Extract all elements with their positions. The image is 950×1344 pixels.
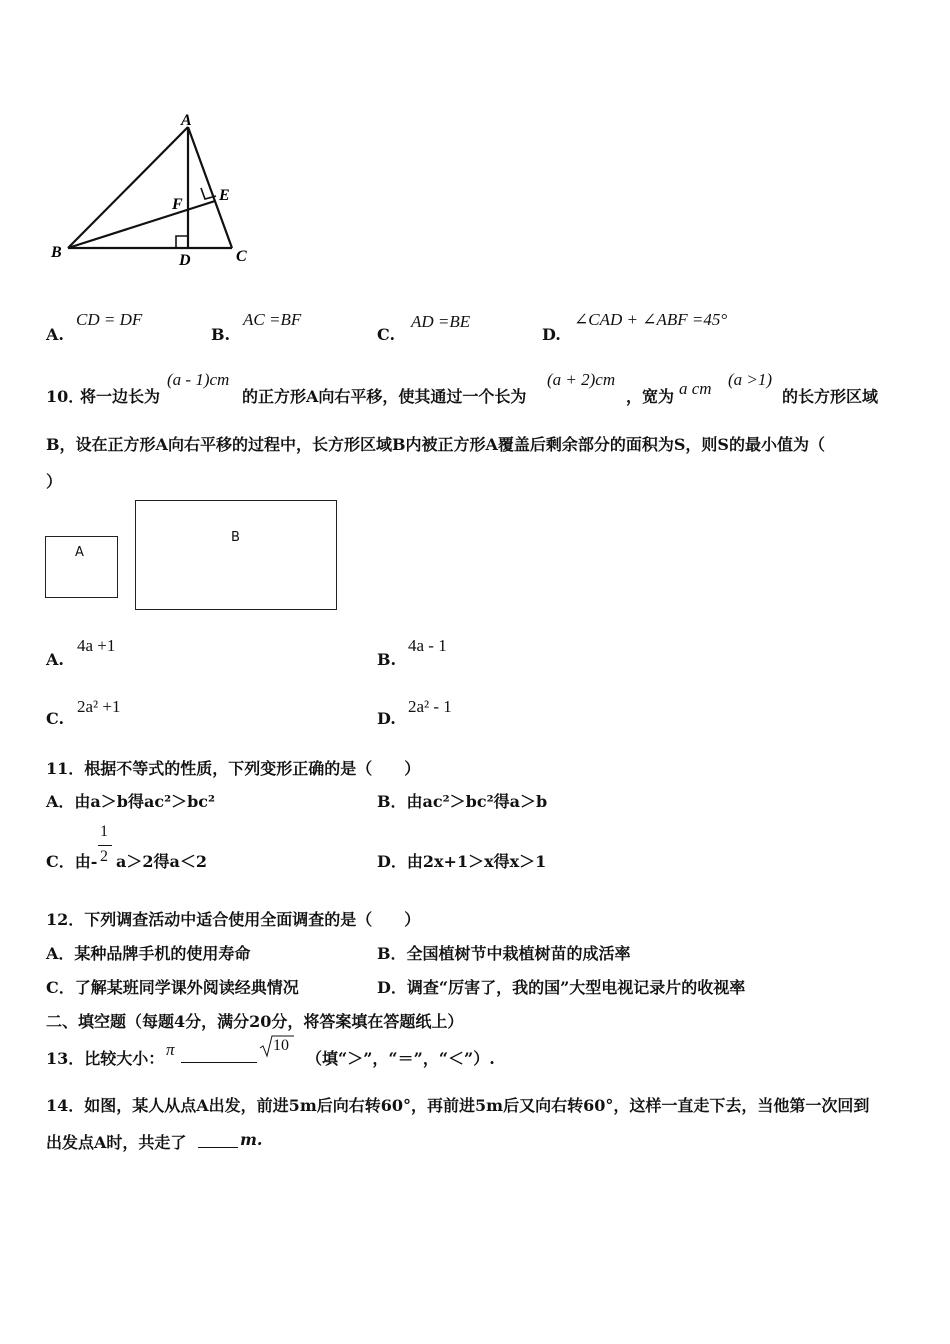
q10-math-side: (a - 1)cm <box>167 370 230 389</box>
right-angle-e <box>201 188 216 199</box>
q10-number: 10． <box>46 387 85 406</box>
q13-suffix: （填“＞”，“＝”，“＜”）. <box>306 1049 495 1068</box>
q10-option-d-expr: 2a² - 1 <box>408 697 452 716</box>
label-a: A <box>181 112 192 129</box>
section-title-fill-in: 二、填空题（每题4分，满分20分，将答案填在答题纸上） <box>46 1012 464 1031</box>
square-a-label: A <box>75 545 84 560</box>
q10-text-2: 的正方形A向右平移，使其通过一个长为 <box>242 387 527 406</box>
q9-option-d-key: D. <box>542 325 561 344</box>
q13-sqrt-radicand: 10 <box>273 1037 289 1054</box>
rectangle-b-label: B <box>231 530 240 545</box>
label-e: E <box>219 187 230 204</box>
q11-option-b: B．由ac²＞bc²得a＞b <box>377 792 548 811</box>
q10-line3: ） <box>46 472 63 491</box>
q14-line2-pre: 出发点A时，共走了 <box>46 1133 187 1152</box>
q10-math-condition: (a >1) <box>728 370 773 389</box>
q14-line2-post: m. <box>240 1130 263 1149</box>
q10-option-b-expr: 4a - 1 <box>408 636 447 655</box>
q13-answer-blank[interactable] <box>181 1046 257 1063</box>
q13-pi: π <box>166 1040 175 1059</box>
q10-option-d-key: D. <box>377 709 396 728</box>
q12-stem: 12．下列调查活动中适合使用全面调查的是（ ） <box>46 910 421 929</box>
q14-answer-blank[interactable] <box>198 1131 238 1148</box>
q9-option-c-key: C. <box>377 325 396 344</box>
q12-option-b: B．全国植树节中栽植树苗的成活率 <box>377 944 631 963</box>
q10-line2: B，设在正方形A向右平移的过程中，长方形区域B内被正方形A覆盖后剩余部分的面积为S，则S的最小值为（ <box>46 435 825 454</box>
q10-option-c-key: C. <box>46 709 65 728</box>
q11-option-a: A．由a＞b得ac²＞bc² <box>46 792 216 811</box>
q11-fraction-bar <box>98 845 112 846</box>
q11-option-d: D．由2x+1＞x得x＞1 <box>377 852 547 871</box>
q9-option-c-expr: AD =BE <box>411 312 471 331</box>
q10-text-1: 将一边长为 <box>80 387 161 406</box>
q12-option-c: C．了解某班同学课外阅读经典情况 <box>46 978 299 997</box>
q11-option-c-post: a＞2得a＜2 <box>116 852 208 871</box>
label-b: B <box>51 244 62 261</box>
q9-option-a-expr: CD = DF <box>76 310 143 329</box>
label-f: F <box>172 196 183 213</box>
label-c: C <box>236 248 247 265</box>
q10-option-b-key: B. <box>377 650 397 669</box>
q9-option-d-expr: ∠CAD + ∠ABF =45° <box>574 310 728 329</box>
q10-line1 <box>46 370 926 406</box>
label-d: D <box>179 252 191 269</box>
rectangle-b <box>135 500 337 610</box>
q11-option-c-pre: C．由- <box>46 852 98 871</box>
q10-text-4: 的长方形区域 <box>782 387 879 406</box>
q9-option-b-key: B. <box>211 325 231 344</box>
right-angle-d <box>176 236 188 248</box>
q10-option-c-expr: 2a² +1 <box>77 697 121 716</box>
q14-line1: 14．如图，某人从点A出发，前进5m后向右转60°，再前进5m后又向右转60°，这样一直走下去，当他第一次回到 <box>46 1096 870 1115</box>
q11-fraction-denominator: 2 <box>100 848 108 865</box>
q9-options <box>46 310 906 344</box>
q10-math-length: (a + 2)cm <box>547 370 616 389</box>
q11-fraction-numerator: 1 <box>100 823 108 840</box>
q10-text-3: ，宽为 <box>626 387 675 406</box>
q12-option-a: A．某种品牌手机的使用寿命 <box>46 944 251 963</box>
q10-math-width: a cm <box>679 379 712 398</box>
q10-option-a-key: A. <box>46 650 64 669</box>
triangle-figure <box>40 105 260 275</box>
q12-option-d: D．调查“厉害了，我的国”大型电视记录片的收视率 <box>377 978 746 997</box>
q9-option-a-key: A. <box>46 325 64 344</box>
q13-prefix: 13．比较大小： <box>46 1049 165 1068</box>
q11-stem: 11．根据不等式的性质，下列变形正确的是（ ） <box>46 759 421 778</box>
q9-option-b-expr: AC =BF <box>243 310 302 329</box>
q10-option-a-expr: 4a +1 <box>77 636 116 655</box>
